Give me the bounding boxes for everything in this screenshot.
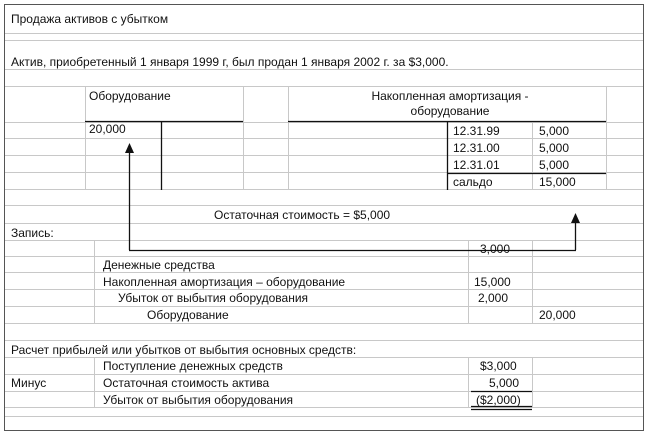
- balance-label: сальдо: [453, 175, 493, 189]
- entry-label: Запись:: [11, 226, 54, 240]
- depreciation-amount-3: 5,000: [539, 158, 570, 172]
- accumulated-depreciation-header-line2: оборудование: [410, 104, 490, 118]
- calc-label-proceeds: Поступление денежных средств: [103, 359, 283, 373]
- calc-value-loss: ($2,000): [476, 393, 521, 407]
- entry-debit-loss: 2,000: [478, 291, 509, 305]
- entry-debit-accumulated: 15,000: [474, 275, 511, 289]
- entry-account-equipment: Оборудование: [147, 308, 229, 322]
- problem-statement: Актив, приобретенный 1 января 1999 г, был продан 1 января 2002 г. за $3,000.: [11, 55, 449, 69]
- equipment-debit: 20,000: [89, 122, 126, 136]
- equipment-account-header: Оборудование: [89, 89, 171, 103]
- entry-account-loss: Убыток от выбытия оборудования: [118, 291, 309, 305]
- calc-label-book-value: Остаточная стоимость актива: [103, 376, 270, 390]
- book-value-note: Остаточная стоимость = $5,000: [214, 208, 391, 222]
- depreciation-date-2: 12.31.00: [453, 141, 500, 155]
- entry-debit-cash: 3,000: [480, 242, 511, 256]
- depreciation-date-1: 12.31.99: [453, 124, 500, 138]
- calc-label-loss: Убыток от выбытия оборудования: [103, 393, 294, 407]
- depreciation-amount-1: 5,000: [539, 124, 570, 138]
- depreciation-amount-2: 5,000: [539, 141, 570, 155]
- entry-account-accumulated: Накопленная амортизация – оборудование: [103, 275, 346, 289]
- minus-label: Минус: [11, 376, 47, 390]
- depreciation-date-3: 12.31.01: [453, 158, 500, 172]
- balance-amount: 15,000: [539, 175, 576, 189]
- accumulated-depreciation-header-line1: Накопленная амортизация -: [371, 89, 529, 103]
- calc-value-proceeds: $3,000: [480, 359, 517, 373]
- calc-value-book-value: 5,000: [489, 376, 520, 390]
- page-title: Продажа активов с убытком: [11, 12, 169, 26]
- calculation-header: Расчет прибылей или убытков от выбытия основных средств:: [11, 343, 357, 357]
- entry-account-cash: Денежные средства: [103, 258, 215, 272]
- entry-credit-equipment: 20,000: [539, 308, 576, 322]
